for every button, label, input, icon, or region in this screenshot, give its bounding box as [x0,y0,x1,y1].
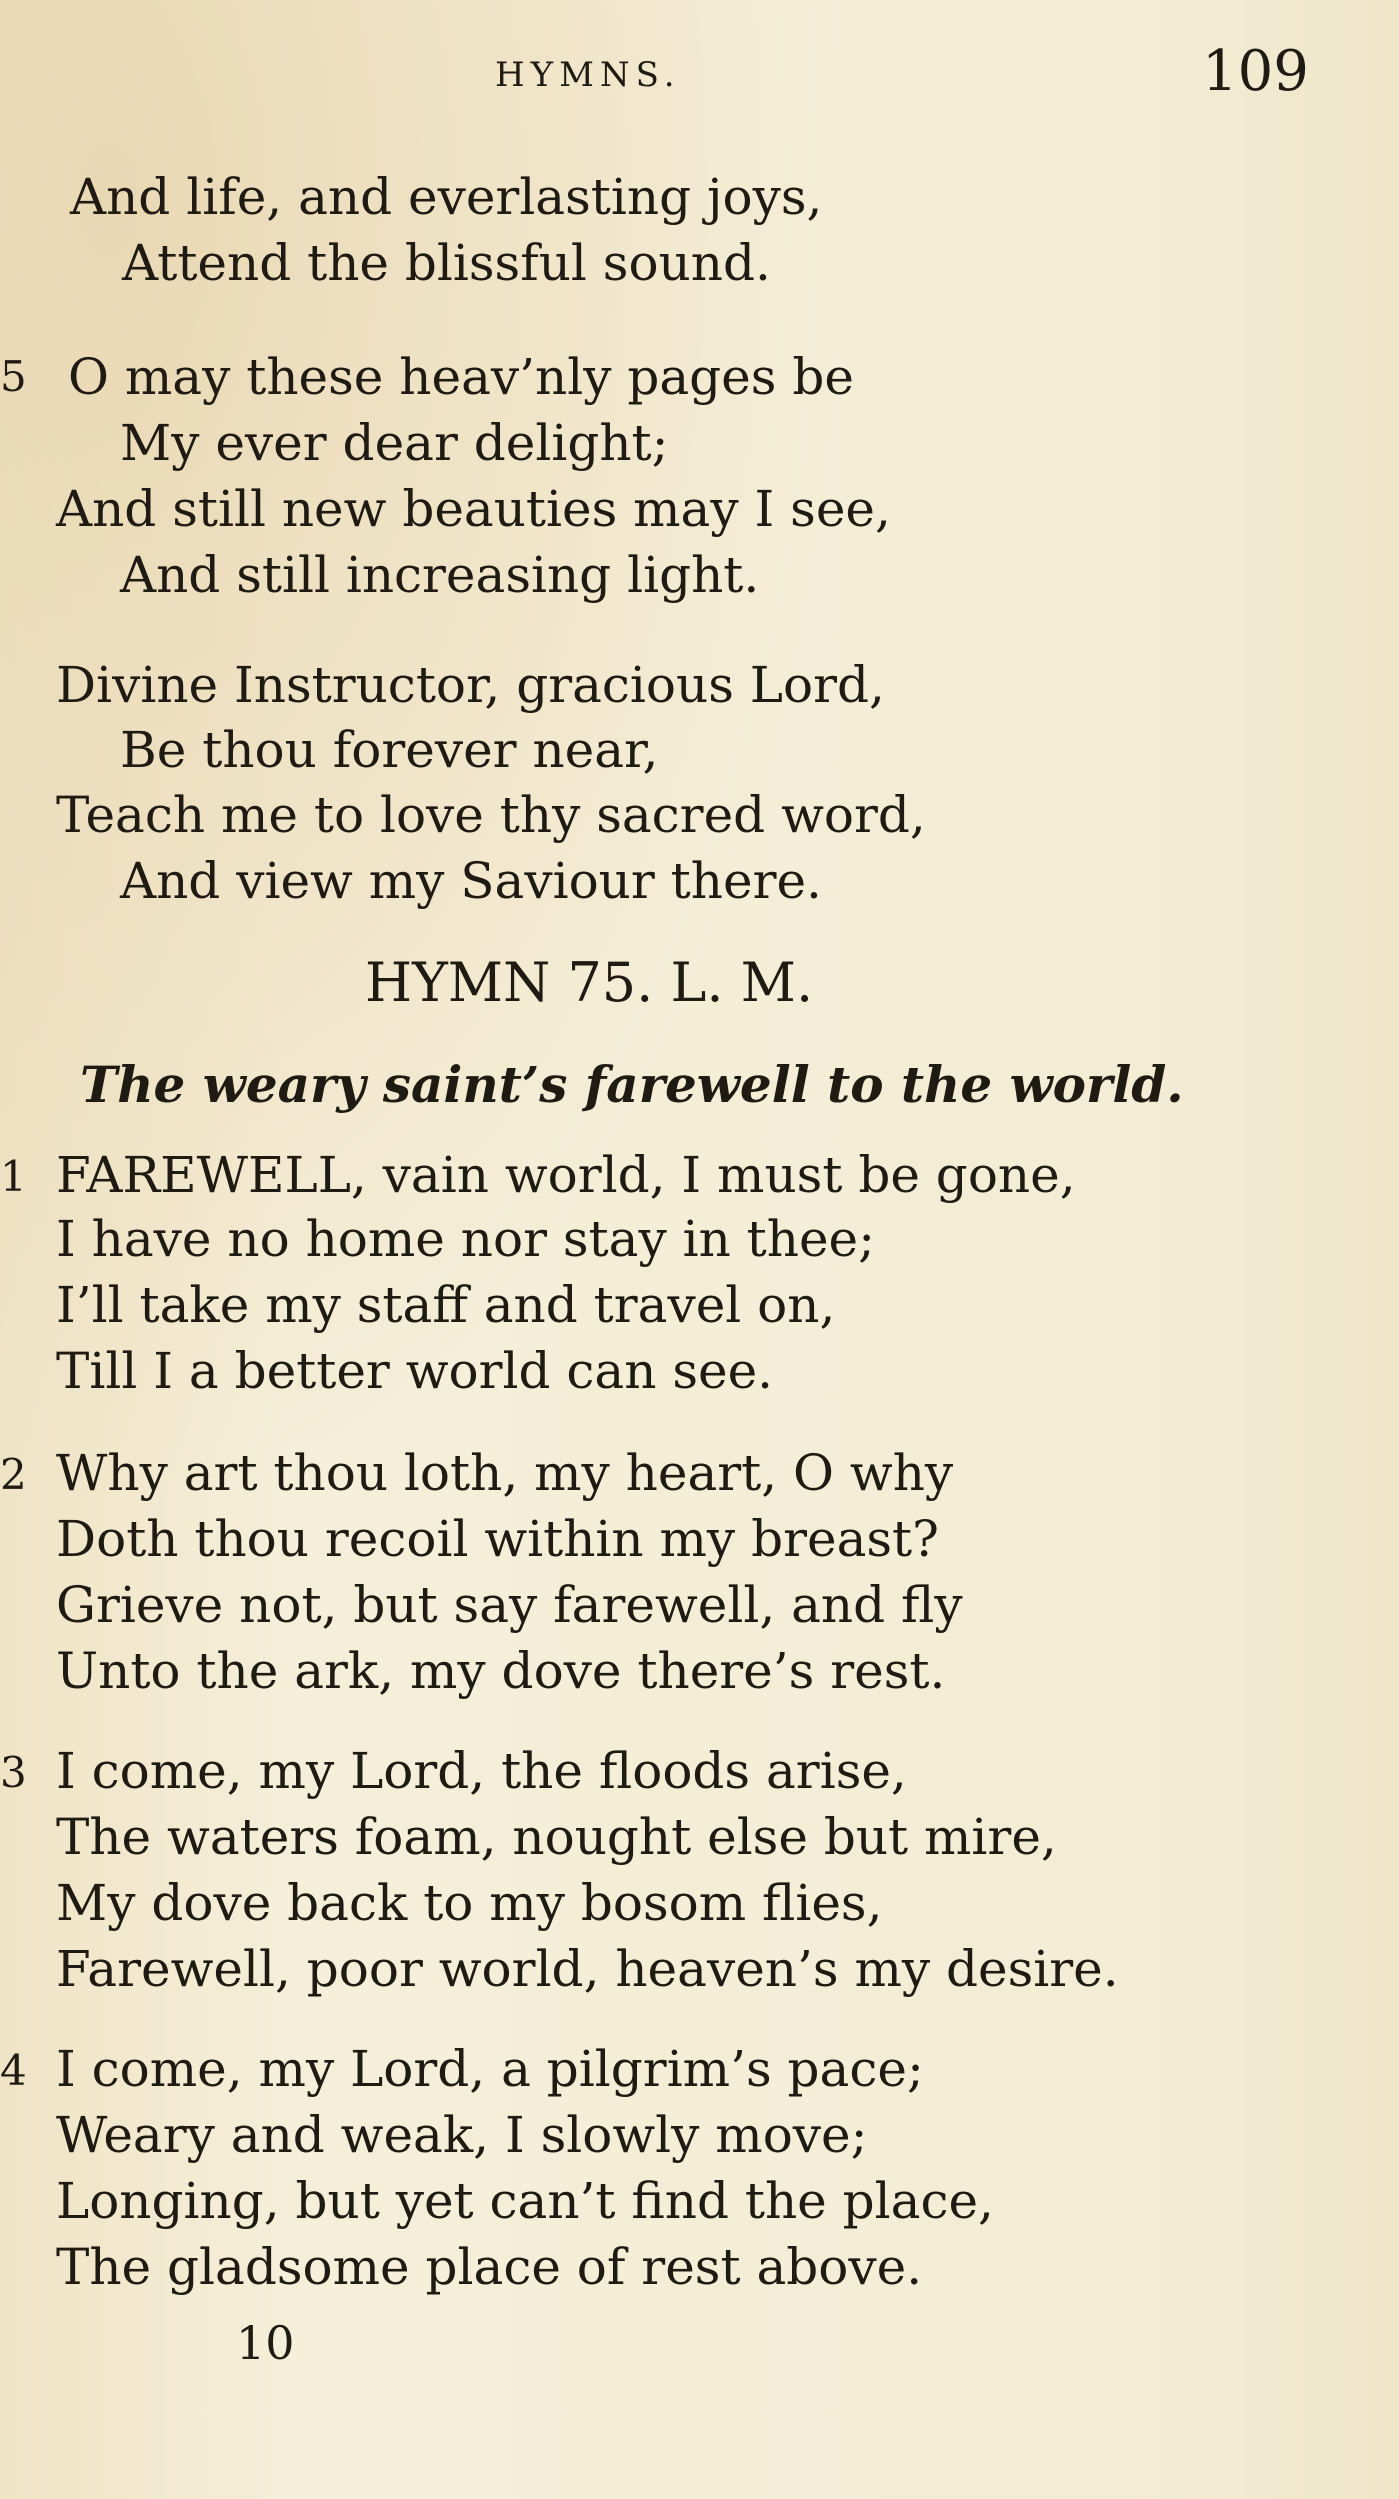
stanza-number: 1 [0,1152,27,1201]
verse-line: Be thou forever near, [120,721,659,779]
verse-line: Divine Instructor, gracious Lord, [56,656,885,714]
verse-line: And life, and everlasting joys, [70,168,823,226]
verse-line: Attend the blissful sound. [122,234,771,292]
verse-line: Doth thou recoil within my breast? [56,1510,939,1568]
verse-line: Why art thou loth, my heart, O why [56,1444,954,1502]
verse-line: My ever dear delight; [120,414,669,472]
verse-line: Weary and weak, I slowly move; [56,2106,868,2164]
signature-mark: 10 [236,2316,295,2370]
verse-line: And still increasing light. [120,546,760,604]
hymn-title: HYMN 75. L. M. [365,951,814,1014]
verse-line: FAREWELL, vain world, I must be gone, [56,1146,1076,1204]
verse-line: Teach me to love thy sacred word, [56,786,926,844]
running-title: HYMNS. [495,55,681,95]
stanza-number: 5 [0,352,27,401]
verse-line: I’ll take my staff and travel on, [56,1276,836,1334]
verse-line: I come, my Lord, the floods arise, [56,1742,907,1800]
verse-line: The waters foam, nought else but mire, [56,1808,1057,1866]
verse-line: The gladsome place of rest above. [56,2238,923,2296]
hymn-subtitle: The weary saint’s farewell to the world. [80,1055,1184,1114]
verse-line: Unto the ark, my dove there’s rest. [56,1642,946,1700]
page-number: 109 [1202,39,1309,104]
verse-line: Till I a better world can see. [56,1342,774,1400]
verse-line: O may these heav’nly pages be [68,348,854,406]
verse-line: Farewell, poor world, heaven’s my desire. [56,1940,1119,1998]
verse-line: And view my Saviour there. [120,852,822,910]
verse-line: I have no home nor stay in thee; [56,1210,875,1268]
stanza-number: 4 [0,2046,27,2095]
verse-line: Grieve not, but say farewell, and fly [56,1576,963,1634]
verse-line: Longing, but yet can’t find the place, [56,2172,994,2230]
verse-line: My dove back to my bosom flies, [56,1874,883,1932]
stanza-number: 2 [0,1450,27,1499]
verse-line: I come, my Lord, a pilgrim’s pace; [56,2040,924,2098]
verse-line: And still new beauties may I see, [56,480,891,538]
stanza-number: 3 [0,1748,27,1797]
